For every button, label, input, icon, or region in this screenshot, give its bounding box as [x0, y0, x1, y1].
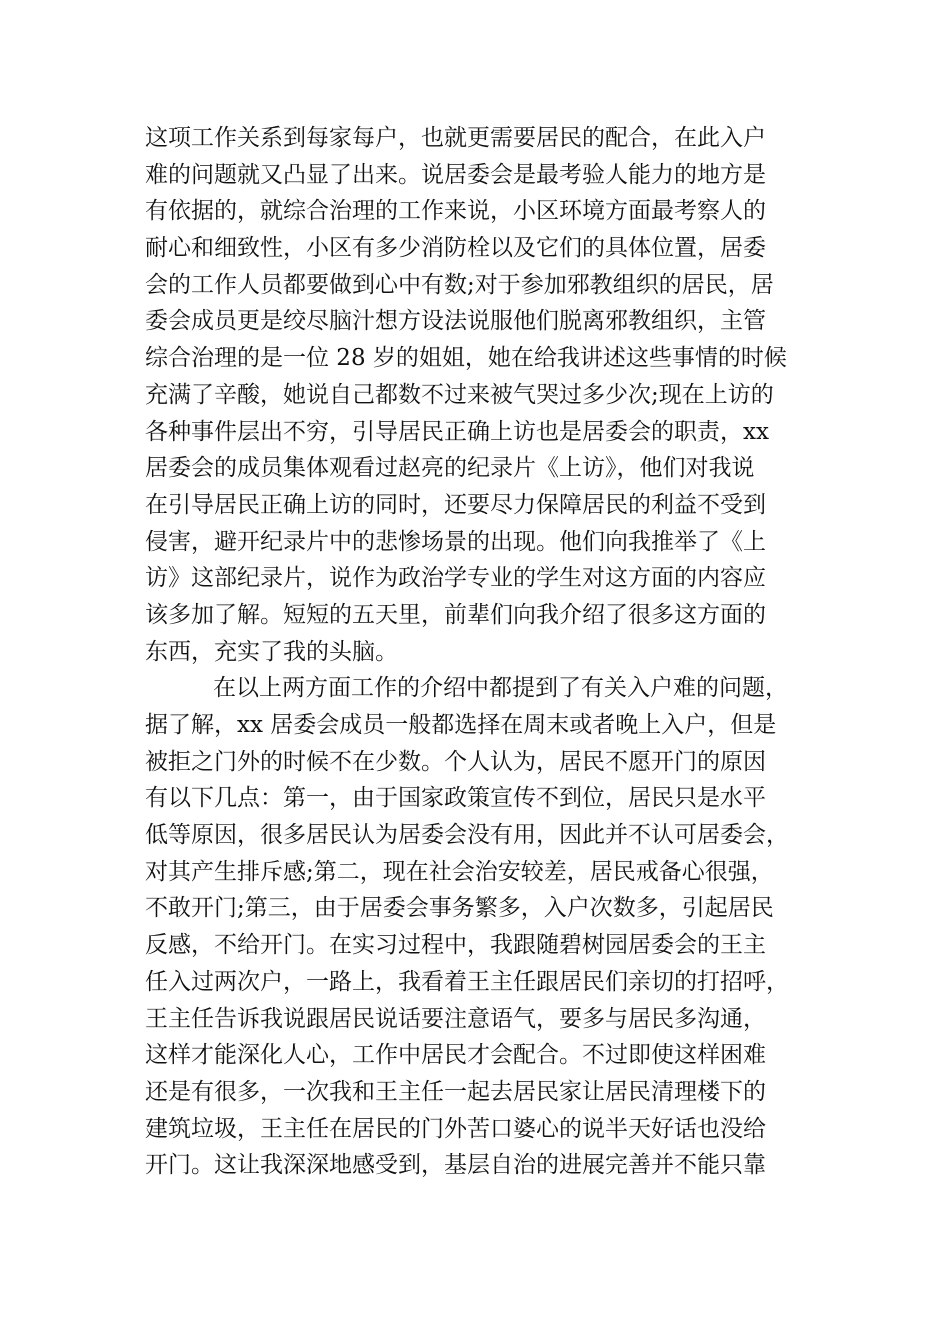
text-line: 综合治理的是一位 28 岁的姐姐，她在给我讲述这些事情的时候: [145, 345, 787, 372]
text-line: 低等原因，很多居民认为居委会没有用，因此并不认可居委会，: [145, 822, 789, 849]
text-line: 被拒之门外的时候不在少数。个人认为，居民不愿开门的原因: [145, 748, 766, 775]
text-line: 建筑垃圾，王主任在居民的门外苦口婆心的说半天好话也没给: [145, 1115, 766, 1142]
text-line: 在以上两方面工作的介绍中都提到了有关入户难的问题，: [213, 675, 788, 702]
text-line: 该多加了解。短短的五天里，前辈们向我介绍了很多这方面的: [145, 601, 766, 628]
paragraph: [145, 670, 805, 1184]
text-line: 耐心和细致性，小区有多少消防栓以及它们的具体位置，居委: [145, 235, 766, 262]
text-line: 反感，不给开门。在实习过程中，我跟随碧树园居委会的王主: [145, 932, 766, 959]
text-line: 王主任告诉我说跟居民说话要注意语气，要多与居民多沟通，: [145, 1005, 766, 1032]
body-text: [145, 120, 805, 1184]
text-line: 委会成员更是绞尽脑汁想方设法说服他们脱离邪教组织，主管: [145, 308, 766, 335]
text-line: 这项工作关系到每家每户，也就更需要居民的配合，在此入户: [145, 125, 766, 151]
paragraph: [145, 120, 805, 670]
text-line: 有以下几点：第一，由于国家政策宣传不到位，居民只是水平: [145, 785, 766, 812]
text-line: 对其产生排斥感;第二，现在社会治安较差，居民戒备心很强，: [145, 858, 774, 885]
text-line: 各种事件层出不穷，引导居民正确上访也是居委会的职责，xx: [145, 418, 769, 445]
text-line: 居委会的成员集体观看过赵亮的纪录片《上访》，他们对我说: [145, 455, 755, 482]
text-line: 还是有很多，一次我和王主任一起去居民家让居民清理楼下的: [145, 1078, 766, 1105]
text-line: 难的问题就又凸显了出来。说居委会是最考验人能力的地方是: [145, 161, 766, 188]
text-line: 有依据的，就综合治理的工作来说，小区环境方面最考察人的: [145, 198, 766, 225]
text-line: 这样才能深化人心，工作中居民才会配合。不过即使这样困难: [145, 1042, 766, 1069]
text-line: 充满了辛酸，她说自己都数不过来被气哭过多少次;现在上访的: [145, 381, 774, 408]
text-line: 任入过两次户，一路上，我看着王主任跟居民们亲切的打招呼，: [145, 968, 789, 995]
text-line: 东西，充实了我的头脑。: [145, 638, 398, 665]
text-line: 访》这部纪录片，说作为政治学专业的学生对这方面的内容应: [145, 565, 766, 592]
text-line: 在引导居民正确上访的同时，还要尽力保障居民的利益不受到: [145, 491, 766, 518]
text-line: 开门。这让我深深地感受到，基层自治的进展完善并不能只靠: [145, 1152, 766, 1179]
text-line: 据了解，xx 居委会成员一般都选择在周末或者晚上入户，但是: [145, 712, 777, 738]
text-line: 会的工作人员都要做到心中有数;对于参加邪教组织的居民，居: [145, 271, 774, 298]
text-line: 侵害，避开纪录片中的悲惨场景的出现。他们向我推举了《上: [145, 528, 766, 555]
text-line: 不敢开门;第三，由于居委会事务繁多，入户次数多，引起居民: [145, 895, 774, 922]
